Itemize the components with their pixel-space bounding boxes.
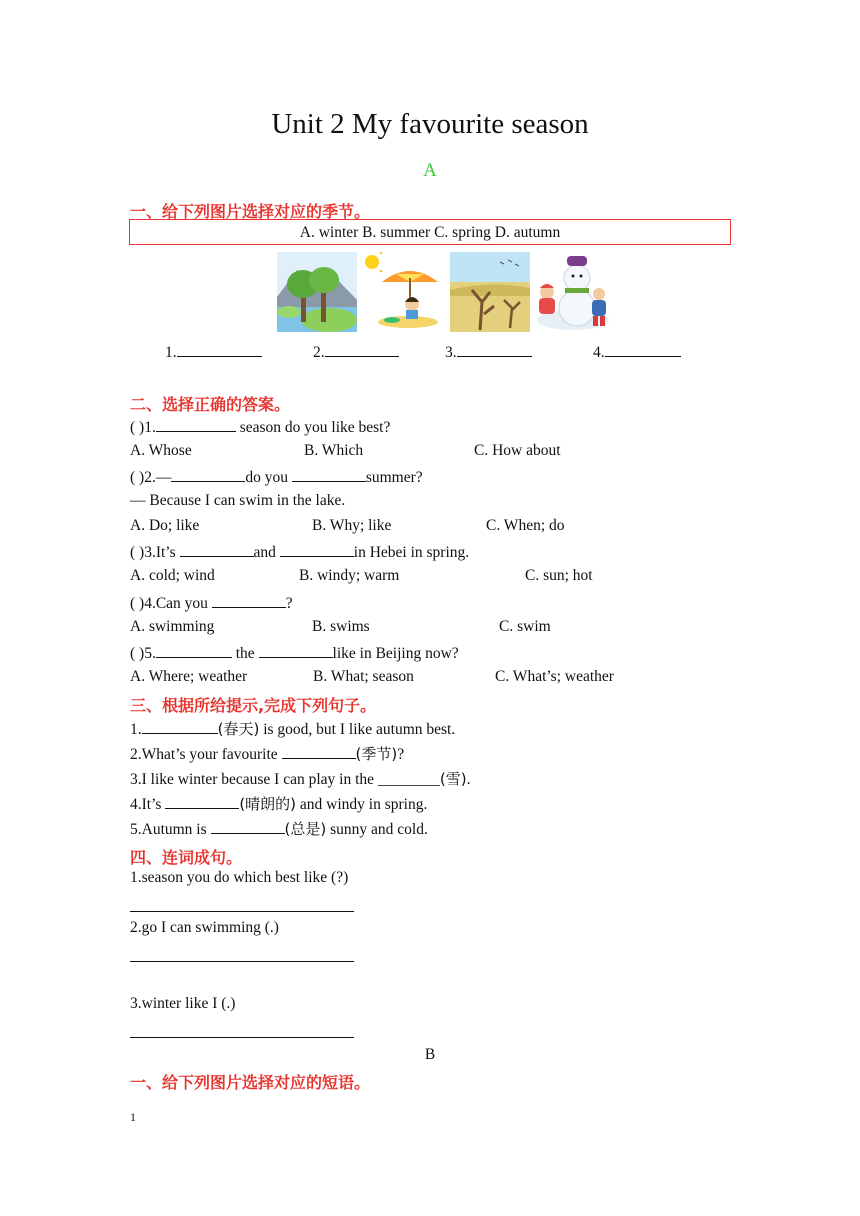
q5-option-c: C. What’s; weather [495,668,614,685]
answer-blank[interactable] [156,417,236,432]
question-5: ( )5. the like in Beijing now? [130,645,459,662]
answer-blank[interactable] [180,542,254,557]
answer-blank[interactable] [142,719,218,734]
picture-blank-3[interactable] [445,342,532,362]
q5-option-a: A. Where; weather [130,668,248,685]
sentence-3: 3.I like winter because I can play in the ________(雪). [130,770,471,788]
q3-option-b: B. windy; warm [299,567,400,584]
sentence-5: 5.Autumn is (总是) sunny and cold. [130,820,428,838]
q2-option-b: B. Why; like [312,517,392,534]
picture-blank-4[interactable] [593,342,681,362]
summer-beach-picture [362,252,442,332]
winter-snowman-picture [533,252,613,332]
season-options: A. winter B. summer C. spring D. autumn [299,224,561,241]
answer-line-3[interactable] [130,1037,354,1038]
word-order-3: 3.winter like I (.) [130,995,236,1012]
picture-blank-1[interactable] [165,342,262,362]
answer-blank[interactable] [211,819,285,834]
page-number: 1 [130,1110,136,1124]
answer-blank[interactable] [212,593,286,608]
spring-trees-picture [277,252,357,332]
answer-line-1[interactable] [130,911,354,912]
options-box [129,219,731,245]
q1-option-b: B. Which [304,442,364,459]
section-1-heading: 一、给下列图片选择对应的季节。 [130,202,371,221]
word-order-2: 2.go I can swimming (.) [130,919,279,936]
q2-option-c: C. When; do [486,517,565,534]
section-3-heading: 三、根据所给提示,完成下列句子。 [130,696,377,715]
sentence-4: 4.It’s (晴朗的) and windy in spring. [130,795,428,813]
page-title: Unit 2 My favourite season [271,108,589,140]
q1-option-a: A. Whose [130,442,192,459]
section-b1-heading: 一、给下列图片选择对应的短语。 [130,1073,371,1092]
answer-blank[interactable] [280,542,354,557]
q2-option-a: A. Do; like [130,517,200,534]
q3-option-a: A. cold; wind [130,567,215,584]
sentence-1: 1. (春天) is good, but I like autumn best. [130,720,456,738]
part-a-label: A [423,160,437,181]
section-4-heading: 四、连词成句。 [130,848,243,867]
sentence-2: 2.What’s your favourite (季节)? [130,745,405,763]
part-b-label: B [424,1046,436,1063]
question-2: ( )2.— do you summer? [130,469,423,486]
answer-blank[interactable] [156,643,232,658]
q4-option-c: C. swim [499,618,551,635]
blank-number: 2. [313,344,325,361]
question-2-reply: — Because I can swim in the lake. [130,492,346,509]
question-3: ( )3.It’s and in Hebei in spring. [130,544,470,561]
answer-blank[interactable] [165,794,239,809]
q4-option-a: A. swimming [130,618,215,635]
question-1: ( )1. season do you like best? [130,419,391,436]
section-2-heading: 二、选择正确的答案。 [130,395,291,414]
q1-option-c: C. How about [474,442,561,459]
question-4: ( )4.Can you ? [130,595,293,612]
q5-option-b: B. What; season [313,668,414,685]
blank-number: 4. [593,344,605,361]
word-order-1: 1.season you do which best like (?) [130,869,349,886]
q4-option-b: B. swims [312,618,370,635]
q3-option-c: C. sun; hot [525,567,593,584]
autumn-tree-picture [450,252,530,332]
answer-blank[interactable] [259,643,333,658]
answer-line-2[interactable] [130,961,354,962]
blank-number: 1. [165,344,177,361]
answer-blank[interactable] [282,744,356,759]
answer-blank[interactable] [171,467,245,482]
blank-number: 3. [445,344,457,361]
picture-blank-2[interactable] [313,342,399,362]
answer-blank[interactable] [292,467,366,482]
